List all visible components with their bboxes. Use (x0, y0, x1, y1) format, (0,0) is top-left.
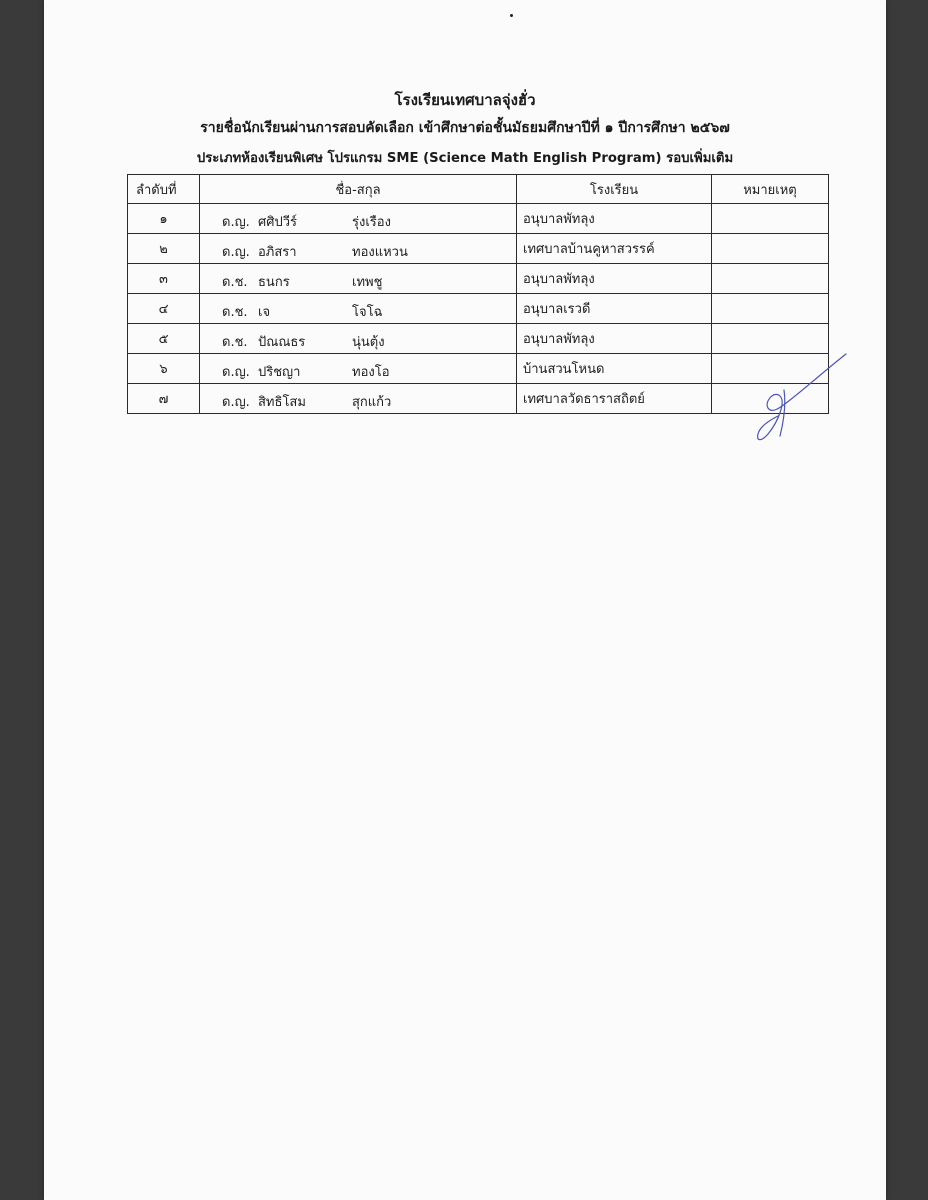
school-cell: อนุบาลเรวดี (517, 294, 712, 324)
name-prefix: ด.ญ. (222, 215, 250, 230)
student-name-cell (200, 384, 517, 414)
student-name-cell (200, 264, 517, 294)
row-number: ๓ (128, 264, 200, 294)
row-number: ๑ (128, 204, 200, 234)
name-prefix: ด.ช. (222, 275, 248, 290)
first-name: ศศิปวีร์ (258, 215, 298, 230)
school-cell: อนุบาลพัทลุง (517, 204, 712, 234)
row-number: ๒ (128, 234, 200, 264)
row-number: ๖ (128, 354, 200, 384)
row-number: ๗ (128, 384, 200, 414)
table-header-row (128, 175, 829, 204)
school-cell: อนุบาลพัทลุง (517, 264, 712, 294)
first-name: ธนกร (258, 275, 290, 290)
school-cell: อนุบาลพัทลุง (517, 324, 712, 354)
student-name-cell (200, 204, 517, 234)
student-list-table (127, 174, 829, 414)
column-header-remark: หมายเหตุ (712, 175, 829, 204)
remark-cell (712, 294, 829, 324)
table-row (128, 384, 829, 414)
table-row (128, 264, 829, 294)
ink-dot (510, 14, 513, 17)
table-row (128, 204, 829, 234)
table-row (128, 354, 829, 384)
last-name: สุกแก้ว (352, 395, 392, 410)
table-row (128, 234, 829, 264)
student-name-cell (200, 234, 517, 264)
first-name: เจ (258, 305, 271, 320)
column-header-name: ชื่อ-สกุล (200, 175, 517, 204)
last-name: นุ่นตุ้ง (352, 335, 385, 350)
announcement-line: รายชื่อนักเรียนผ่านการสอบคัดเลือก เข้าศึกษาต่อชั้นมัธยมศึกษาปีที่ ๑ ปีการศึกษา ๒๕๖๗ (200, 120, 730, 136)
row-number: ๕ (128, 324, 200, 354)
remark-cell (712, 264, 829, 294)
program-line: ประเภทห้องเรียนพิเศษ โปรแกรม SME (Science Math English Program) รอบเพิ่มเติม (196, 151, 734, 166)
name-prefix: ด.ญ. (222, 365, 250, 380)
school-cell: เทศบาลวัดธาราสถิตย์ (517, 384, 712, 414)
first-name: สิทธิโสม (258, 395, 306, 410)
student-name-cell (200, 294, 517, 324)
student-name-cell (200, 354, 517, 384)
table-row (128, 324, 829, 354)
row-number: ๔ (128, 294, 200, 324)
last-name: ทองแหวน (352, 245, 408, 260)
first-name: อภิสรา (258, 245, 297, 260)
school-cell: บ้านสวนโหนด (517, 354, 712, 384)
student-name-cell (200, 324, 517, 354)
column-header-no: ลำดับที่ (128, 175, 200, 204)
last-name: ทองโอ (352, 365, 390, 380)
school-cell: เทศบาลบ้านคูหาสวรรค์ (517, 234, 712, 264)
name-prefix: ด.ช. (222, 305, 248, 320)
remark-cell (712, 204, 829, 234)
name-prefix: ด.ญ. (222, 395, 250, 410)
column-header-school: โรงเรียน (517, 175, 712, 204)
first-name: ปริชญา (258, 365, 301, 380)
remark-cell (712, 234, 829, 264)
last-name: เทพชู (352, 275, 383, 290)
name-prefix: ด.ช. (222, 335, 248, 350)
document-page (44, 0, 886, 1200)
first-name: ปัณณธร (258, 335, 306, 350)
last-name: รุ่งเรือง (352, 215, 391, 230)
name-prefix: ด.ญ. (222, 245, 250, 260)
handwritten-signature (750, 346, 860, 446)
table-row (128, 294, 829, 324)
last-name: โจโฉ (352, 305, 383, 320)
school-title: โรงเรียนเทศบาลจุ่งฮั่ว (394, 91, 536, 109)
